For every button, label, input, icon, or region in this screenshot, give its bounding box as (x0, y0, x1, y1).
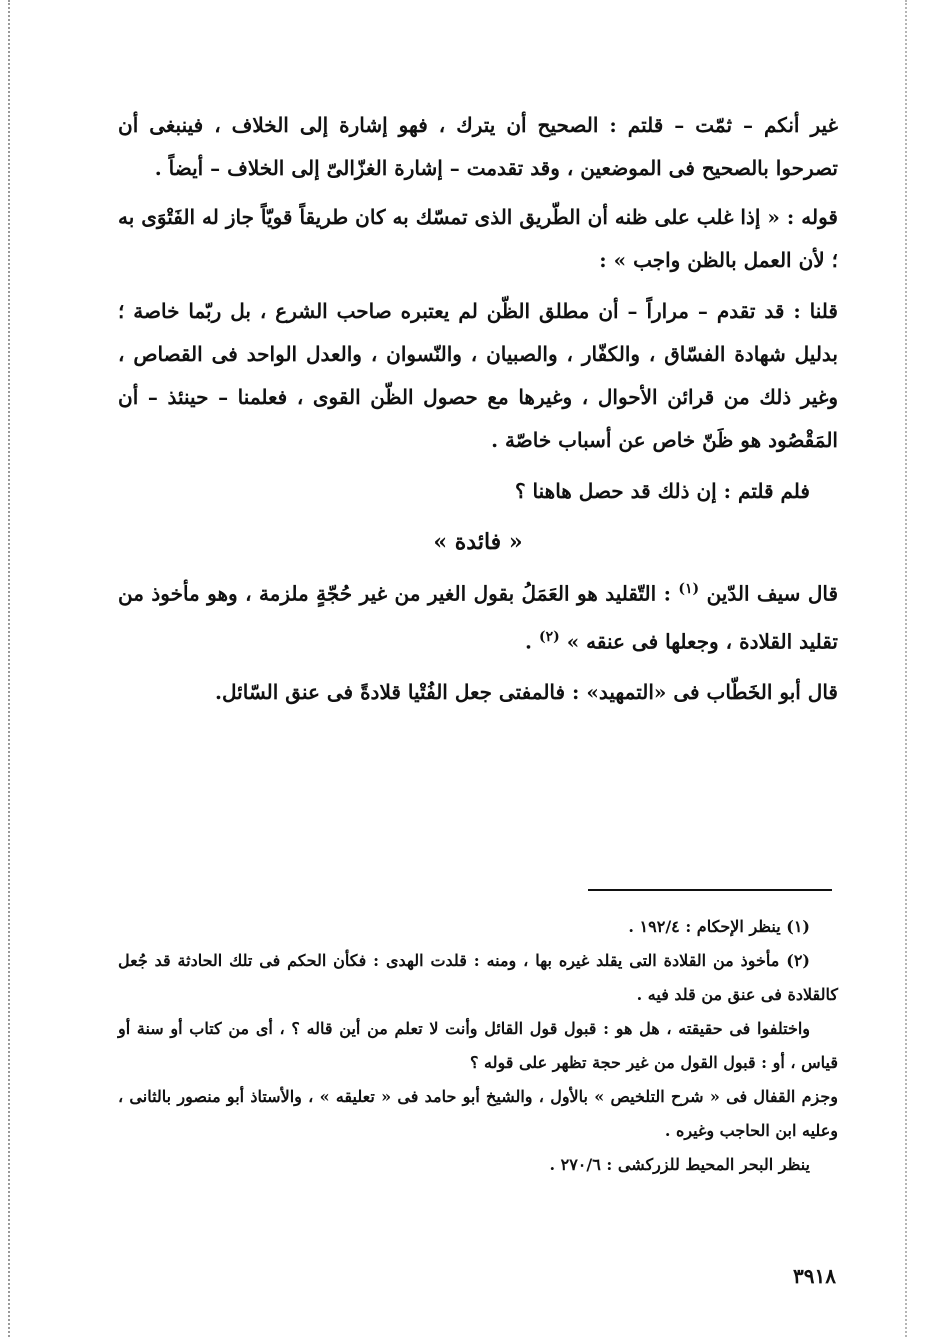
footnote-ref-2: (٢) (538, 628, 560, 645)
right-margin-dotted-line (905, 0, 907, 1337)
paragraph-5-end: . (525, 629, 539, 654)
main-text (118, 104, 838, 722)
footnote-5: ينظر البحر المحيط للزركشى : ٢٧٠/٦ . (549, 1155, 810, 1174)
footnote-3: واختلفوا فى حقيقته ، هل هو : قبول قول القائل وأنت لا تعلم من أين قاله ؟ ، أى من كتاب أو سنة أو قياس ، أو : قبول القول من غير حجة تظهر على قوله ؟ (118, 1019, 838, 1072)
left-margin-dotted-line (8, 0, 10, 1337)
paragraph-6: قال أبو الخَطّاب فى «التمهيد» : فالمفتى جعل الفُتْيا قلادةً فى عنق السّائل. (215, 680, 838, 705)
paragraph-3: قلنا : قد تقدم – مراراً – أن مطلق الظّن لم يعتبره صاحب الشرع ، بل ربّما خاصة ؛ بدليل شهادة الفسّاق ، والكفّار ، والصبيان ، والنّسوان ، والعدل الواحد فى القصاص ، وغير ذلك من قرائن الأحوال ، وغيرها مع حصول الظّن القوى ، فعلمنا – حينئذ – أن المَقْصُود هو ظَنّ خاص عن أسباب خاصّة . (118, 299, 838, 452)
footnote-separator (588, 889, 832, 891)
footnote-1: (١) ينظر الإحكام : ١٩٢/٤ . (628, 917, 810, 936)
paragraph-1: غير أنكم – ثمّت – قلتم : الصحيح أن يترك ، فهو إشارة إلى الخلاف ، فينبغى أن تصرحوا بالصحيح فى الموضعين ، وقد تقدمت – إشارة الغزّالىّ إلى الخلاف – أيضاً . (118, 113, 838, 180)
paragraph-5 (118, 568, 838, 663)
page-number: ٣٩١٨ (793, 1264, 836, 1288)
paragraph-4: فلم قلتم : إن ذلك قد حصل هاهنا ؟ (514, 479, 810, 503)
footnotes (118, 910, 838, 1182)
paragraph-2: قوله : « إذا غلب على ظنه أن الطّريق الذى تمسّك به كان طريقاً قويّاً جاز له الفَتْوَى به ؛ لأن العمل بالظن واجب » : (118, 205, 838, 272)
footnote-2: (٢) مأخوذ من القلادة التى يقلد غيره بها ، ومنه : قلدت الهدى : فكأن الحكم فى تلك الحادثة قد جُعل كالقلادة فى عنق من قلد فيه . (118, 951, 838, 1004)
paragraph-5-start: قال سيف الدّين (706, 581, 839, 606)
paragraph-5-body: : التّقليد هو العَمَلُ بقول الغير من غير حُجّةٍ ملزمة ، وهو مأخوذ من تقليد القلادة ، وجعلها فى عنقه » (118, 581, 838, 654)
footnote-ref-1: (١) (678, 581, 700, 597)
section-heading: « فائدة » (433, 529, 523, 555)
footnote-4: وجزم القفال فى « شرح التلخيص » بالأول ، والشيخ أبو حامد فى « تعليقه » ، والأستاذ أبو منصور بالثانى ، وعليه ابن الحاجب وغيره . (118, 1087, 838, 1140)
